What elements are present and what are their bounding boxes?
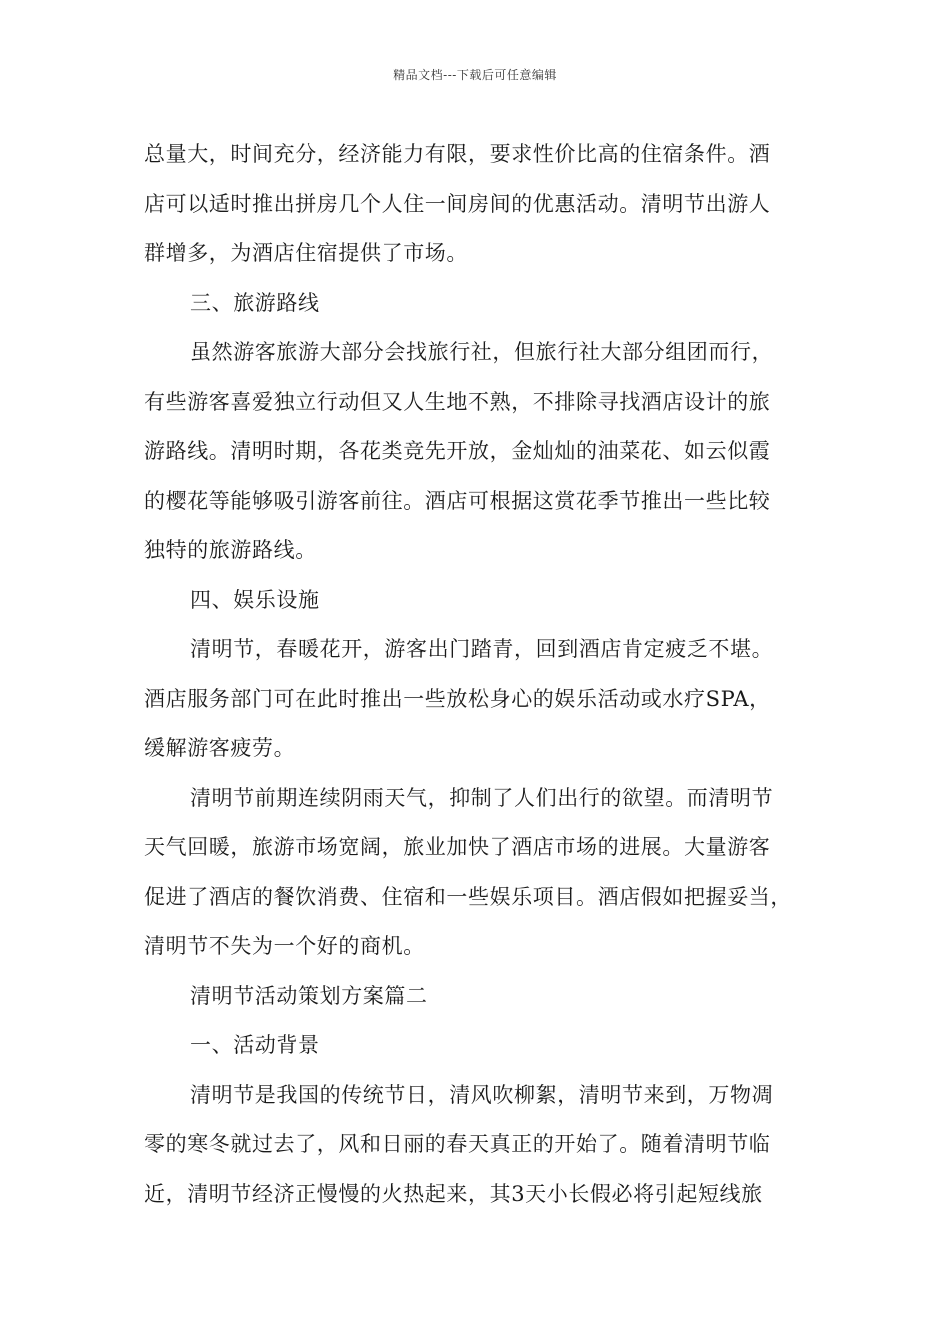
text-line: 零的寒冬就过去了，风和日丽的春天真正的开始了。随着清明节临 — [144, 1132, 771, 1156]
text-line: 清明节，春暖花开，游客出门踏青，回到酒店肯定疲乏不堪。 — [190, 637, 774, 661]
section-heading: 三、旅游路线 — [190, 290, 320, 315]
text-line: 缓解游客疲劳。 — [144, 736, 296, 760]
text-line: 虽然游客旅游大部分会找旅行社，但旅行社大部分组团而行， — [190, 340, 774, 364]
section-heading: 四、娱乐设施 — [190, 587, 320, 612]
text-line: 有些游客喜爱独立行动但又人生地不熟，不排除寻找酒店设计的旅 — [144, 389, 771, 414]
text-line: 清明节前期连续阴雨天气，抑制了人们出行的欲望。而清明节 — [190, 785, 774, 810]
text-line: 的樱花等能够吸引游客前往。酒店可根据这赏花季节推出一些比较 — [144, 488, 771, 513]
text-line: 群增多，为酒店住宿提供了市场。 — [144, 241, 468, 265]
text-line: 天气回暖，旅游市场宽阔，旅业加快了酒店市场的进展。大量游客 — [144, 835, 771, 859]
page-header: 精品文档---下载后可任意编辑 — [393, 68, 557, 82]
text-line: 店可以适时推出拼房几个人住一间房间的优惠活动。清明节出游人 — [144, 191, 771, 216]
text-line: 酒店服务部门可在此时推出一些放松身心的娱乐活动或水疗SPA， — [144, 686, 771, 711]
document-body — [144, 130, 824, 1219]
text-line: 游路线。清明时期，各花类竞先开放，金灿灿的油菜花、如云似霞 — [144, 439, 771, 463]
section-heading: 一、活动背景 — [190, 1033, 320, 1057]
document-section-title: 清明节活动策划方案篇二 — [190, 983, 428, 1008]
text-line: 近，清明节经济正慢慢的火热起来，其3天小长假必将引起短线旅 — [144, 1181, 763, 1206]
text-line: 总量大，时间充分，经济能力有限，要求性价比高的住宿条件。酒 — [144, 142, 771, 166]
text-line: 清明节不失为一个好的商机。 — [144, 934, 425, 958]
text-line: 清明节是我国的传统节日，清风吹柳絮，清明节来到，万物凋 — [190, 1082, 774, 1107]
text-line: 独特的旅游路线。 — [144, 538, 317, 562]
text-line: 促进了酒店的餐饮消费、住宿和一些娱乐项目。酒店假如把握妥当， — [144, 884, 792, 909]
